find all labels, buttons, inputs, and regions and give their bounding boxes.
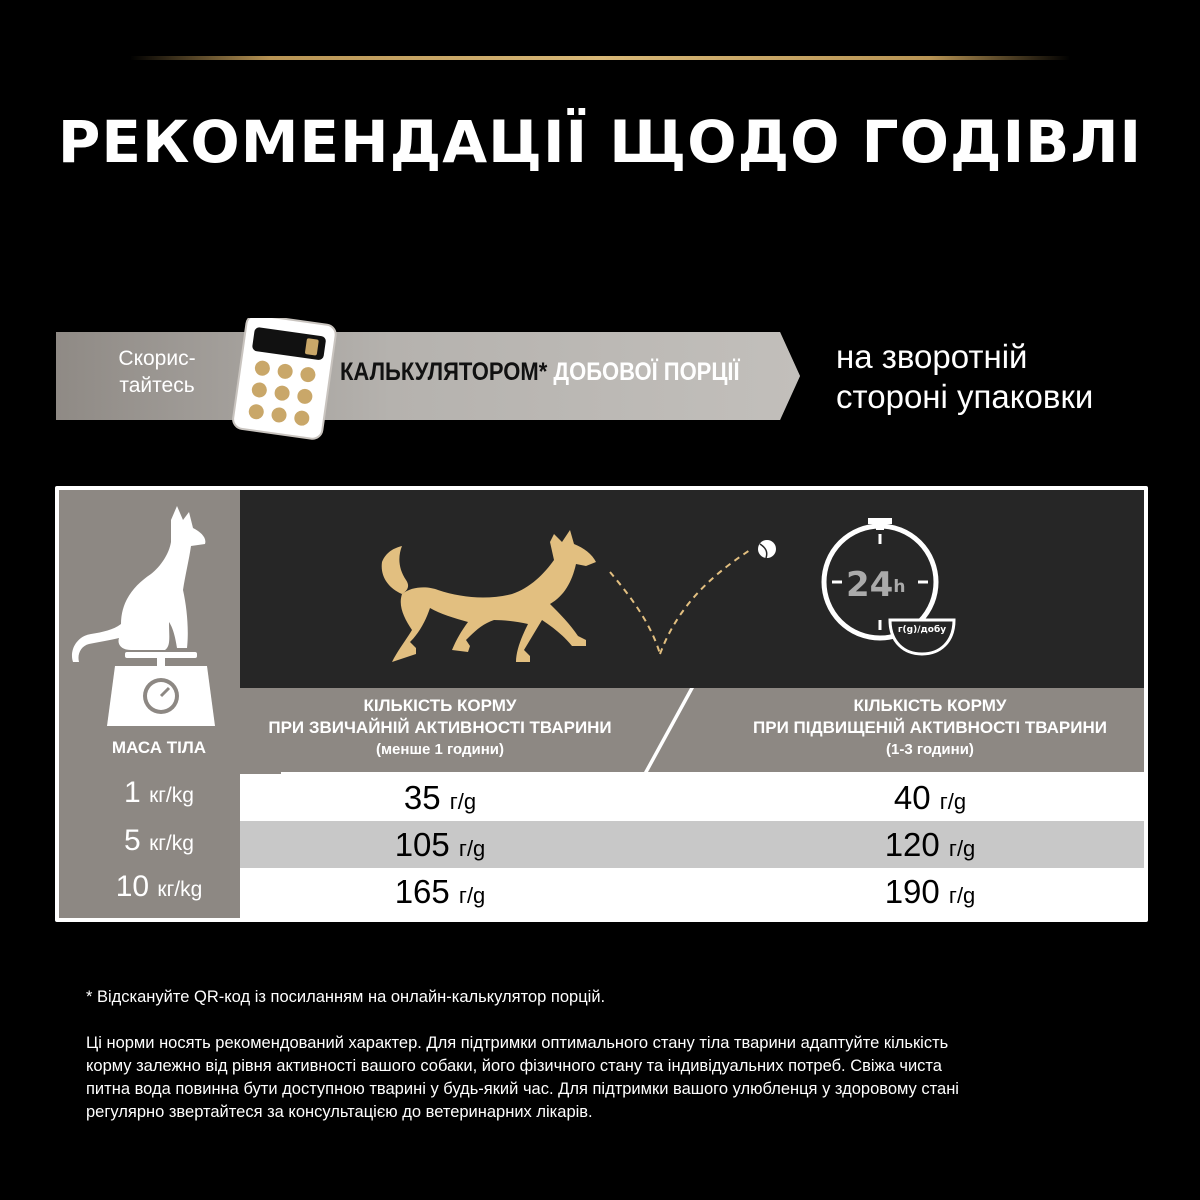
banner-side-line2: стороні упаковки [836, 378, 1094, 415]
cell-value: 120 [884, 826, 940, 863]
calculator-icon [232, 318, 337, 440]
banner-lead-line2: тайтесь [119, 374, 195, 397]
clock-24h-icon [824, 518, 954, 654]
cell-unit: г/g [948, 836, 976, 861]
column-header-active [735, 695, 1125, 761]
disclaimer-line4: регулярно звертайтеся за консультацією до ветеринарних лікарів. [86, 1103, 593, 1121]
weight-value: 1 [124, 776, 141, 809]
col-head-line1: КІЛЬКІСТЬ КОРМУ [363, 696, 517, 715]
cell-unit: г/g [948, 883, 976, 908]
col-head-line1: КІЛЬКІСТЬ КОРМУ [853, 696, 1007, 715]
weight-unit: кг/kg [157, 878, 203, 901]
dog-on-scale-icon [59, 490, 259, 740]
weight-unit: кг/kg [149, 832, 194, 855]
gold-divider [130, 56, 1070, 60]
clock-text: 24h [846, 565, 906, 605]
page-title: РЕКОМЕНДАЦІЇ ЩОДО ГОДІВЛІ [57, 108, 1143, 176]
weight-row-2 [59, 824, 259, 858]
weight-value: 10 [115, 870, 150, 903]
cell-normal-3 [340, 873, 540, 911]
activity-illustration-band [240, 490, 1144, 688]
banner-side-line1: на зворотній [836, 338, 1028, 375]
disclaimer-line1: Ці норми носять рекомендований характер. Для підтримки оптимального стану тіла тварини адаптуйте кількість [86, 1034, 949, 1052]
activity-illustration [240, 490, 1144, 688]
col-head-line2: ПРИ ЗВИЧАЙНІЙ АКТИВНОСТІ ТВАРИНИ [268, 718, 612, 737]
banner-lead-line1: Скорис- [118, 347, 196, 370]
cell-unit: г/g [449, 789, 477, 814]
column-header-normal [250, 695, 630, 761]
cell-unit: г/g [458, 883, 486, 908]
weight-header: МАСА ТІЛА [111, 738, 207, 757]
banner-side-text [836, 337, 1093, 417]
svg-text:г(g)/добу: г(g)/добу [897, 625, 947, 635]
cell-unit: г/g [458, 836, 486, 861]
disclaimer-line3: питна вода повинна бути доступною тварині у будь-який час. Для підтримки вашого улюбленця у здоровому стані [86, 1080, 959, 1098]
cell-unit: г/g [939, 789, 967, 814]
cell-active-3 [830, 873, 1030, 911]
banner-main-dark: КАЛЬКУЛЯТОРОМ* [340, 358, 548, 386]
col-head-line2: ПРИ ПІДВИЩЕНІЙ АКТИВНОСТІ ТВАРИНИ [753, 718, 1107, 737]
cell-value: 165 [394, 873, 450, 910]
cell-value: 190 [884, 873, 940, 910]
cell-active-1 [830, 779, 1030, 817]
banner-main-light: ДОБОВОЇ ПОРЦІЇ [553, 358, 740, 386]
running-dog-icon [382, 530, 596, 662]
cell-value: 40 [893, 779, 931, 816]
banner-main-text [340, 358, 740, 387]
cell-normal-2 [340, 826, 540, 864]
col-head-line3: (1-3 години) [886, 741, 974, 758]
weight-row-1 [59, 776, 259, 810]
weight-unit: кг/kg [149, 784, 194, 807]
disclaimer-line2: корму залежно від рівня активності вашого собаки, його фізичного стану та індивідуальних потреб. Свіжа чиста [86, 1057, 942, 1075]
weight-value: 5 [124, 824, 141, 857]
cell-value: 105 [394, 826, 450, 863]
col-head-line3: (менше 1 години) [375, 741, 505, 758]
cell-normal-1 [340, 779, 540, 817]
weight-row-3 [59, 870, 259, 904]
banner-lead-text [92, 345, 222, 399]
cell-value: 35 [403, 779, 441, 816]
footnote: * Відскануйте QR-код із посиланням на онлайн-калькулятор порцій. [86, 988, 606, 1006]
cell-active-2 [830, 826, 1030, 864]
